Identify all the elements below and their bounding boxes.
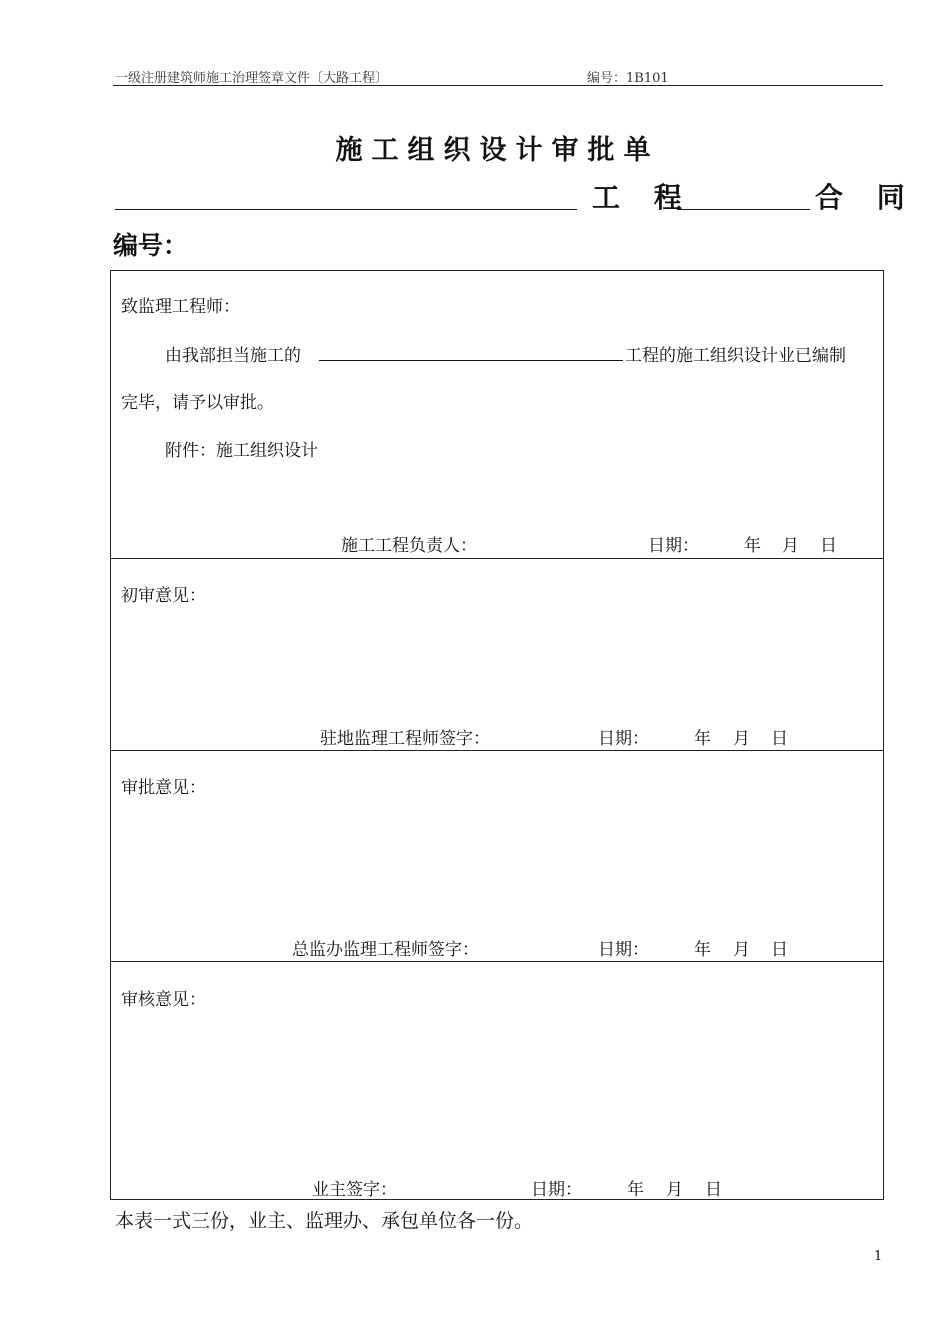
project-label: 工 程 <box>592 181 694 214</box>
month-label: 月 <box>782 536 799 556</box>
month-label: 月 <box>666 1180 683 1200</box>
year-label: 年 <box>744 536 761 556</box>
body-text-part3: 完毕，请予以审批。 <box>121 393 274 413</box>
year-label: 年 <box>694 729 711 749</box>
row-divider <box>110 961 884 962</box>
section-heading: 初审意见： <box>121 586 206 606</box>
page-title: 施工组织设计审批单 <box>335 135 660 166</box>
contract-label: 合 同 <box>815 181 917 214</box>
body-text-part2: 工程的施工组织设计业已编制 <box>625 346 846 366</box>
signer-label: 驻地监理工程师签字： <box>320 729 490 749</box>
attachment-text: 附件：施工组织设计 <box>165 441 318 461</box>
contract-blank <box>677 209 810 210</box>
date-label: 日期： <box>598 729 649 749</box>
month-label: 月 <box>733 940 750 960</box>
row-divider <box>110 750 884 751</box>
signer-label: 业主签字： <box>312 1180 397 1200</box>
footer-note: 本表一式三份，业主、监理办、承包单位各一份。 <box>115 1210 534 1232</box>
signer-label: 施工工程负责人： <box>341 536 477 556</box>
signer-label: 总监办监理工程师签字： <box>292 940 479 960</box>
month-label: 月 <box>733 729 750 749</box>
day-label: 日 <box>705 1180 722 1200</box>
header-doc-title: 一级注册建筑师施工治理签章文件〔大路工程〕 <box>115 71 389 86</box>
number-label: 编号： <box>113 231 189 260</box>
date-label: 日期： <box>598 940 649 960</box>
section-heading: 审批意见： <box>121 778 206 798</box>
project-name-blank <box>115 209 577 210</box>
project-blank-inline <box>319 360 623 361</box>
addressee: 致监理工程师： <box>121 297 240 317</box>
day-label: 日 <box>771 729 788 749</box>
year-label: 年 <box>694 940 711 960</box>
day-label: 日 <box>771 940 788 960</box>
page-number: 1 <box>874 1249 883 1264</box>
year-label: 年 <box>627 1180 644 1200</box>
header-code: 编号：1B101 <box>587 71 669 86</box>
body-text-part1: 由我部担当施工的 <box>165 346 301 366</box>
day-label: 日 <box>820 536 837 556</box>
section-heading: 审核意见： <box>121 990 206 1010</box>
date-label: 日期： <box>648 536 699 556</box>
header-divider <box>113 85 883 86</box>
row-divider <box>110 558 884 559</box>
date-label: 日期： <box>531 1180 582 1200</box>
